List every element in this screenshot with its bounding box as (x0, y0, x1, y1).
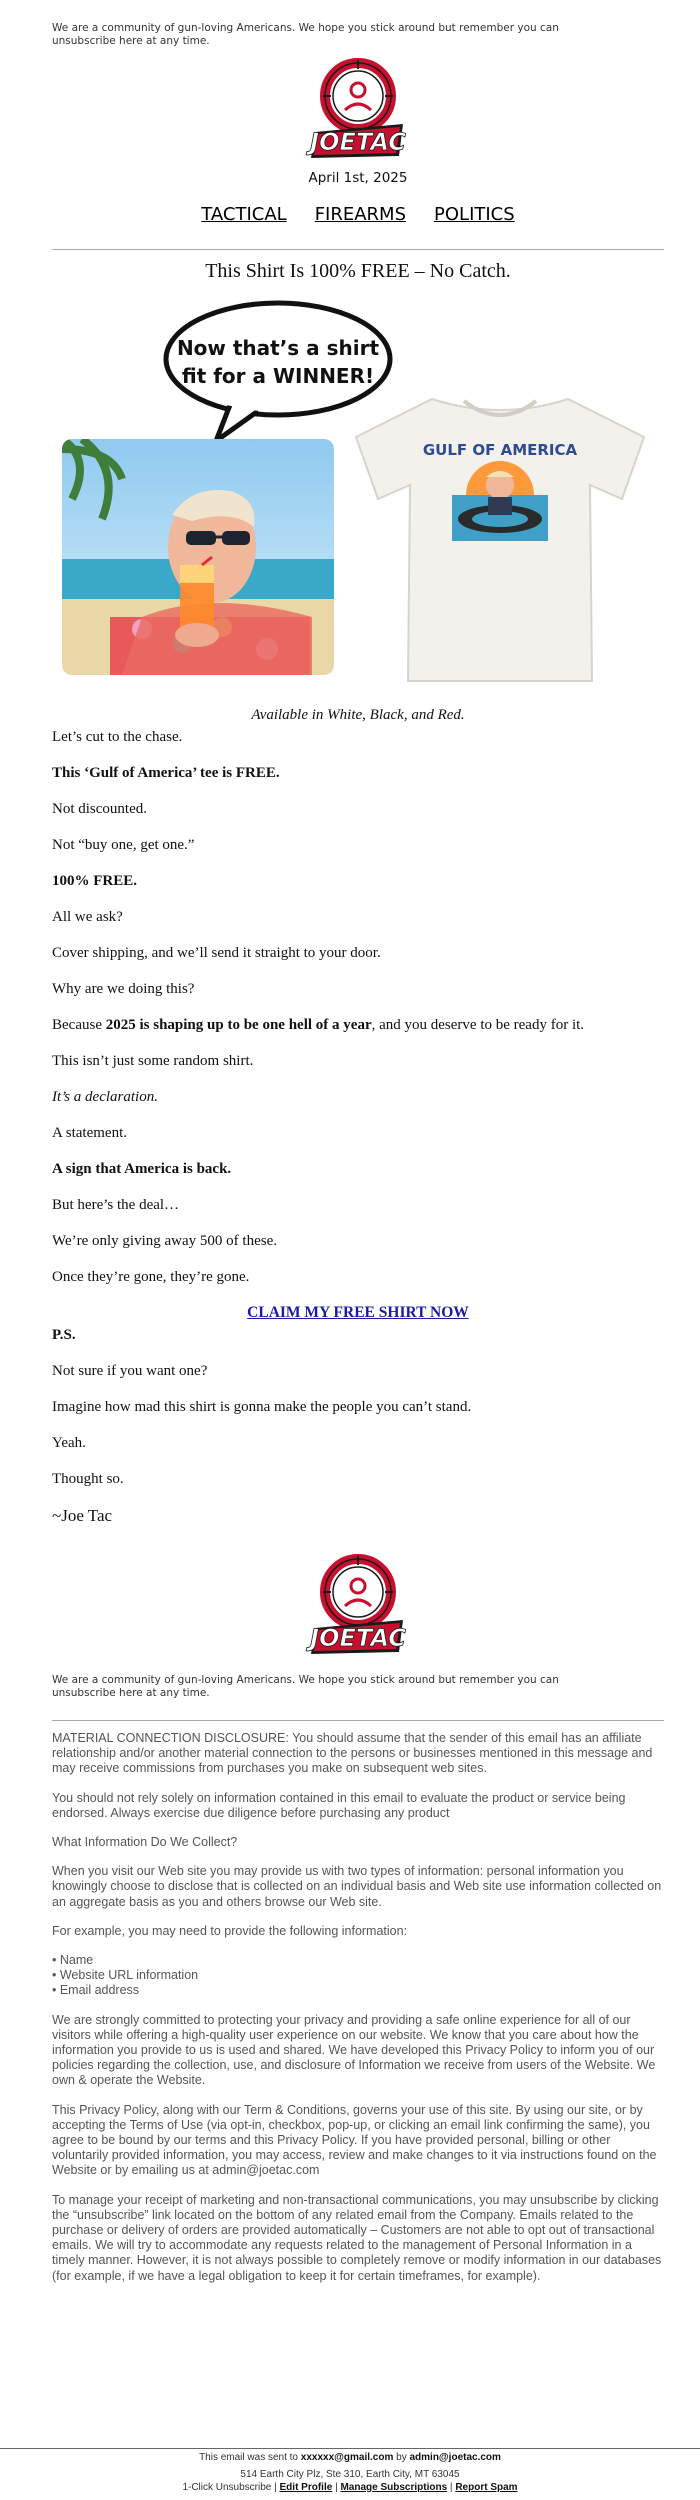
list-item: • Website URL information (52, 1968, 199, 1983)
ps-section (52, 1326, 664, 1488)
list-item: • Email address (52, 1983, 140, 1998)
body-paragraph: Let’s cut to the chase. (52, 729, 183, 745)
gulf-of-america-tshirt (340, 371, 660, 691)
issue-date: April 1st, 2025 (308, 170, 408, 186)
report-spam-link[interactable]: Report Spam (455, 2482, 518, 2493)
recipient-email: xxxxxx@gmail.com (300, 2452, 394, 2463)
body-paragraph: We’re only giving away 500 of these. (52, 1233, 277, 1249)
legal-paragraph: To manage your receipt of marketing and non-transactional communications, you may unsubscribe by clicking the “unsubscribe” link located on the bottom of any related email from the Company. Emails related to the purchase or delivery of orders are provided automatically – Customers are not able to opt out of transactional emails. We will try to accommodate any requests related to the management of Personal Information in a timely manner. However, it is not always possible to completely remove or modify information in our databases (for example, if we have a legal obligation to keep it for certain timeframes, for example). (52, 2192, 662, 2283)
hero-image[interactable] (52, 293, 664, 701)
claim-free-shirt-link[interactable]: CLAIM MY FREE SHIRT NOW (247, 1304, 469, 1321)
collected-info-list (52, 1953, 664, 1999)
body-paragraph: Once they’re gone, they’re gone. (52, 1269, 250, 1285)
divider (52, 1720, 664, 1721)
separator: | (271, 2482, 280, 2493)
edit-profile-link[interactable]: Edit Profile (279, 2482, 333, 2493)
man-with-drink-photo (62, 439, 334, 675)
legal-paragraph: You should not rely solely on information contained in this email to evaluate the product or service being endorsed. Always exercise due diligence before purchasing any product (52, 1790, 626, 1820)
legal-disclosure (52, 1731, 664, 2284)
text-run-bold: 2025 is shaping up to be one hell of a year (105, 1017, 372, 1033)
body-paragraph: 100% FREE. (52, 873, 138, 889)
cta-container (52, 1304, 664, 1322)
joetac-logo-footer[interactable] (303, 1550, 413, 1660)
email-body (52, 728, 664, 1286)
logo-text: JOETAC (310, 128, 406, 156)
top-nav (52, 204, 664, 225)
footer-links (0, 2481, 700, 2494)
body-paragraph: Thought so. (52, 1471, 124, 1487)
signature: ~Joe Tac (52, 1506, 113, 1525)
body-paragraph: But here’s the deal… (52, 1197, 180, 1213)
bubble-line-2: fit for a WINNER! (181, 364, 375, 388)
legal-paragraph: When you visit our Web site you may provide us with two types of information: personal information you knowingly choose to disclose that is collected on an individual basis and Web site use information collected on an aggregate basis as you and others browse our Web site. (52, 1864, 662, 1909)
legal-paragraph: We are strongly committed to protecting your privacy and providing a safe online experience for all of our visitors while offering a high-quality user experience on our website. We know that you care about how the information you provide to us is used and shared. We have developed this Privacy Policy to inform you of our policies regarding the collection, use, and disclosure of Information we receive from users of the Website. We own & operate the Website. (52, 2012, 656, 2088)
nav-link-firearms[interactable]: FIREARMS (314, 204, 407, 225)
body-paragraph: Not discounted. (52, 801, 147, 817)
nav-link-politics[interactable]: POLITICS (434, 204, 515, 225)
body-paragraph (52, 1016, 664, 1034)
text-run: by (393, 2452, 410, 2463)
body-paragraph: This ‘Gulf of America’ tee is FREE. (52, 765, 280, 781)
nav-link-tactical[interactable]: TACTICAL (201, 204, 287, 225)
logo-text: JOETAC (310, 1624, 406, 1652)
body-paragraph: All we ask? (52, 909, 123, 925)
text-run: Because (52, 1017, 106, 1033)
ps-label: P.S. (52, 1327, 76, 1343)
shirt-print-title: GULF OF AMERICA (422, 441, 578, 459)
text-run: , and you deserve to be ready for it. (371, 1017, 585, 1033)
list-item: • Name (52, 1953, 94, 1968)
email-footer (0, 2448, 700, 2494)
separator: | (332, 2482, 341, 2493)
legal-paragraph: For example, you may need to provide the following information: (52, 1923, 408, 1938)
divider (52, 249, 664, 250)
body-paragraph: It’s a declaration. (52, 1089, 158, 1105)
preheader-text: We are a community of gun-loving Americans. We hope you stick around but remember you can unsubscribe here at any time. (52, 22, 559, 47)
separator: | (447, 2482, 456, 2493)
body-paragraph: A statement. (52, 1125, 127, 1141)
body-paragraph: Imagine how mad this shirt is gonna make the people you can’t stand. (52, 1399, 472, 1415)
legal-heading: What Information Do We Collect? (52, 1835, 238, 1850)
body-paragraph: This isn’t just some random shirt. (52, 1053, 254, 1069)
text-run: This email was sent to (199, 2452, 301, 2463)
body-paragraph: Yeah. (52, 1435, 86, 1451)
legal-paragraph: This Privacy Policy, along with our Term & Conditions, governs your use of this site. By using our site, or by accepting the Terms of Use (via opt-in, checkbox, pop-up, or clicking an email link confirming the same), you agree to be bound by our terms and this Privacy Policy. If you have provided personal, billing or other voluntarily provided information, you may access, review and make changes to it via instructions found on the Website or by emailing us at admin@joetac.com (52, 2102, 657, 2178)
body-paragraph: Not sure if you want one? (52, 1363, 208, 1379)
one-click-unsubscribe-link[interactable]: 1-Click Unsubscribe (182, 2482, 272, 2493)
postal-address: 514 Earth City Plz, Ste 310, Earth City, MT 63045 (240, 2469, 460, 2480)
body-paragraph: Not “buy one, get one.” (52, 837, 195, 853)
body-paragraph: Cover shipping, and we’ll send it straight to your door. (52, 945, 381, 961)
body-paragraph: Why are we doing this? (52, 981, 195, 997)
joetac-logo[interactable] (303, 54, 413, 164)
manage-subscriptions-link[interactable]: Manage Subscriptions (340, 2482, 448, 2493)
preheader-text-footer: We are a community of gun-loving Americans. We hope you stick around but remember you can unsubscribe here at any time. (52, 1674, 559, 1699)
legal-paragraph: MATERIAL CONNECTION DISCLOSURE: You should assume that the sender of this email has an affiliate relationship and/or another material connection to the persons or businesses mentioned in this message and may receive commissions from purchases you make on subsequent web sites. (52, 1731, 653, 1776)
availability-caption: Available in White, Black, and Red. (251, 707, 465, 723)
sent-to-line (0, 2451, 700, 2464)
body-paragraph: A sign that America is back. (52, 1161, 232, 1177)
bubble-line-1: Now that’s a shirt (176, 336, 380, 360)
sender-email: admin@joetac.com (409, 2452, 501, 2463)
headline: This Shirt Is 100% FREE – No Catch. (205, 260, 511, 282)
